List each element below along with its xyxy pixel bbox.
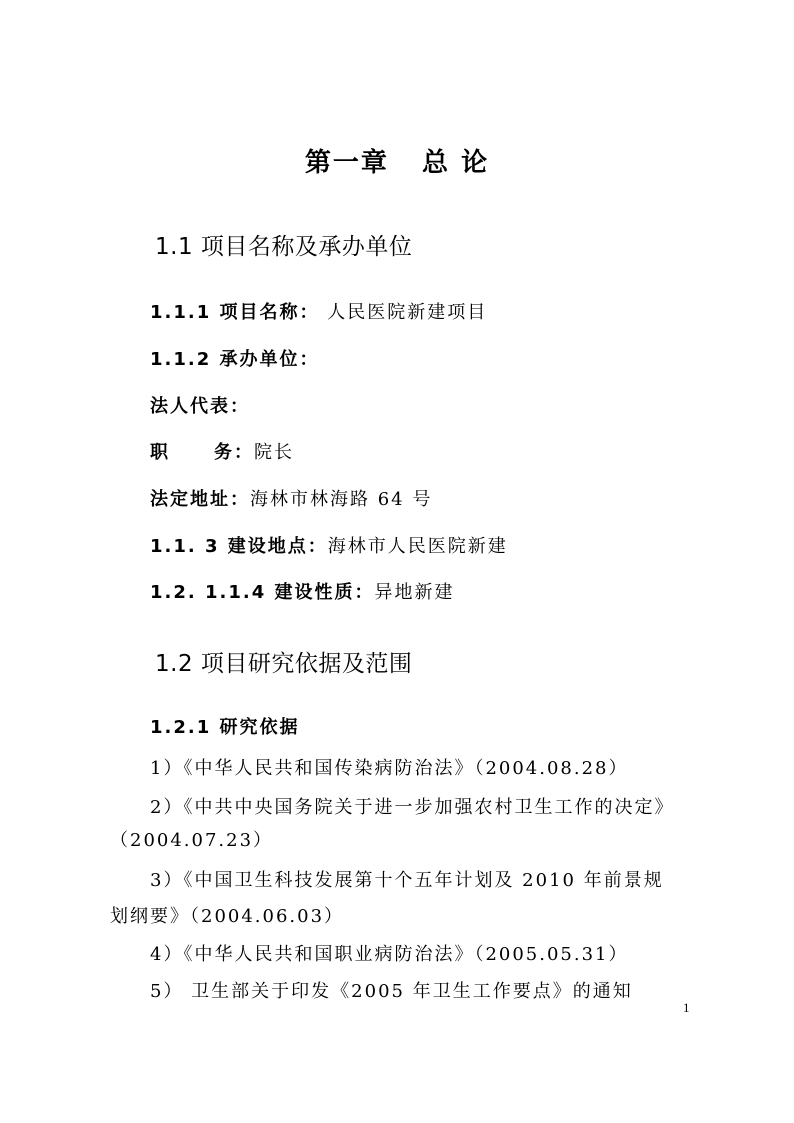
legal-address-line [150,485,432,511]
basis-item-5: 5） 卫生部关于印发《2005 年卫生工作要点》的通知 [150,981,633,1002]
basis-item-1: 1）《中华人民共和国传染病防治法》（2004.08.28） [150,758,629,779]
project-name-label: 1.1.1 项目名称： [150,302,320,323]
chapter-title: 第一章 总 论 [304,148,490,178]
section-heading-1-2: 1.2 项目研究依据及范围 [155,651,413,677]
nature-line [150,578,455,604]
position-value: 院长 [254,442,294,463]
position-label-a: 职 [150,442,170,463]
project-name-value: 人民医院新建项目 [327,302,488,323]
nature-label: 1.2. 1.1.4 建设性质： [150,582,375,603]
basis-item-2: 2）《中共中央国务院关于进一步加强农村卫生工作的决定》 [150,797,675,818]
basis-item-3: 3）《中国卫生科技发展第十个五年计划及 2010 年前景规 [150,870,664,891]
basis-item-2-continuation: （2004.07.23） [110,830,274,851]
site-line [150,532,508,558]
site-label: 1.1. 3 建设地点： [150,536,328,557]
basis-item-3-continuation: 划纲要》（2004.06.03） [110,906,345,927]
legal-rep-line [150,392,250,418]
page-number: 1 [683,1000,690,1015]
organizer-label: 1.1.2 承办单位： [150,349,320,370]
position-line [150,438,294,464]
legal-rep-label: 法人代表： [150,396,250,417]
section-heading-1-1: 1.1 项目名称及承办单位 [155,234,413,260]
basis-heading: 1.2.1 研究依据 [150,717,300,738]
legal-address-value: 海林市林海路 64 号 [250,489,433,510]
legal-address-label: 法定地址： [150,489,250,510]
basis-item-4: 4）《中华人民共和国职业病防治法》（2005.05.31） [150,944,629,965]
organizer-line [150,345,320,371]
site-value: 海林市人民医院新建 [327,536,508,557]
nature-value: 异地新建 [374,582,455,603]
position-label-b: 务： [214,442,254,463]
project-name-line [150,298,487,324]
